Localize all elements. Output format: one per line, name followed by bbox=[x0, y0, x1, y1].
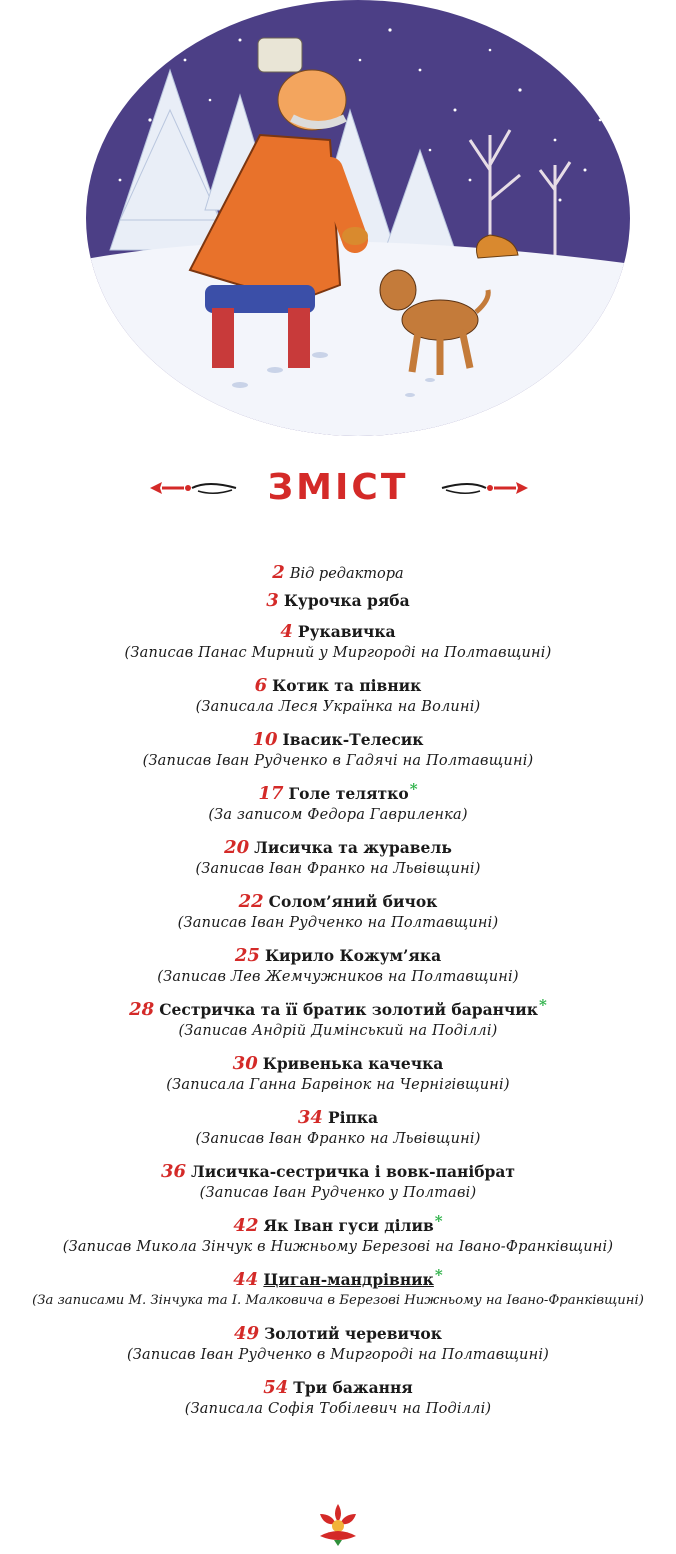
entry-title: Котик та півник bbox=[272, 676, 422, 695]
page-number: 10 bbox=[252, 729, 278, 750]
entry-source: (Записав Іван Франко на Львівщині) bbox=[195, 861, 481, 877]
entry-source: (Записав Микола Зінчук в Нижньому Березові на Івано-Франківщині) bbox=[62, 1239, 614, 1255]
page-number: 6 bbox=[254, 675, 268, 696]
page-number: 49 bbox=[234, 1323, 260, 1344]
entry-source: (Записав Іван Рудченко в Миргороді на Полтавщині) bbox=[126, 1347, 550, 1363]
page-number: 2 bbox=[272, 562, 285, 583]
winter-illustration bbox=[0, 0, 676, 440]
entry-title: Рукавичка bbox=[297, 622, 396, 641]
toc-entry[interactable] bbox=[0, 891, 676, 945]
entry-title: Солом’яний бичок bbox=[268, 892, 438, 911]
star-mark: * bbox=[409, 780, 418, 798]
entry-source: (Записала Софія Тобілевич на Поділлі) bbox=[184, 1401, 492, 1417]
page-number: 44 bbox=[233, 1269, 259, 1290]
toc-entry[interactable] bbox=[0, 837, 676, 891]
right-ornament-icon bbox=[440, 474, 530, 500]
star-mark: * bbox=[434, 1212, 443, 1230]
entry-source: (Записав Іван Франко на Львівщині) bbox=[195, 1131, 481, 1147]
entry-title: Голе телятко bbox=[288, 784, 409, 803]
entry-title: Кривенька качечка bbox=[262, 1054, 444, 1073]
star-mark: * bbox=[539, 996, 547, 1014]
toc-entry[interactable] bbox=[0, 1161, 676, 1215]
page-number: 42 bbox=[233, 1215, 259, 1236]
page-title: ЗМІСТ bbox=[267, 467, 409, 508]
entry-title: Циган-мандрівник bbox=[263, 1270, 434, 1289]
entry-source: (Записав Андрій Димінський на Поділлі) bbox=[178, 1023, 498, 1039]
page-number: 3 bbox=[266, 590, 279, 611]
page-number: 25 bbox=[234, 945, 260, 966]
entry-title: Кирило Кожум’яка bbox=[264, 946, 442, 965]
toc-entry[interactable] bbox=[0, 729, 676, 783]
toc-entry[interactable] bbox=[0, 621, 676, 675]
page-number: 28 bbox=[129, 999, 155, 1020]
toc-entry[interactable] bbox=[0, 562, 676, 590]
toc-entry[interactable] bbox=[0, 675, 676, 729]
entry-source: (За записами М. Зінчука та І. Малковича в Березові Нижньому на Івано-Франківщині) bbox=[32, 1293, 644, 1308]
entry-source: (Записав Іван Рудченко на Полтавщині) bbox=[177, 915, 499, 931]
toc-entry[interactable] bbox=[0, 1323, 676, 1377]
page-number: 54 bbox=[263, 1377, 289, 1398]
heading-row bbox=[0, 466, 676, 510]
star-mark: * bbox=[434, 1266, 443, 1284]
entry-title: Як Іван гуси ділив bbox=[263, 1216, 434, 1235]
entry-source: (Записав Панас Мирний у Миргороді на Полтавщині) bbox=[124, 645, 552, 661]
entry-source: (Записала Ганна Барвінок на Чернігівщині) bbox=[166, 1077, 510, 1093]
toc-entry[interactable] bbox=[0, 1107, 676, 1161]
entry-source: (Записав Лев Жемчужников на Полтавщині) bbox=[157, 969, 519, 985]
toc-entry[interactable] bbox=[0, 945, 676, 999]
page-number: 17 bbox=[258, 783, 284, 804]
toc-entry[interactable] bbox=[0, 1266, 676, 1323]
page-number: 22 bbox=[238, 891, 264, 912]
page-number: 36 bbox=[160, 1161, 186, 1182]
entry-title: Золотий черевичок bbox=[264, 1324, 442, 1343]
entry-title: Курочка ряба bbox=[283, 591, 410, 610]
toc-entry[interactable] bbox=[0, 996, 676, 1053]
entry-title: Лисичка-сестричка і вовк-панібрат bbox=[191, 1162, 516, 1181]
toc-entry[interactable] bbox=[0, 780, 676, 837]
page-number: 30 bbox=[232, 1053, 258, 1074]
entry-title: Сестричка та її братик золотий баранчик bbox=[159, 1000, 538, 1019]
page-number: 34 bbox=[297, 1107, 323, 1128]
entry-title: Три бажання bbox=[293, 1378, 413, 1397]
entry-source: (За записом Федора Гавриленка) bbox=[208, 807, 468, 823]
entry-title: Ріпка bbox=[327, 1108, 379, 1127]
toc-entry[interactable] bbox=[0, 590, 676, 621]
entry-title: Лисичка та журавель bbox=[254, 838, 452, 857]
entry-source: (Записав Іван Рудченко в Гадячі на Полтавщині) bbox=[142, 753, 534, 769]
entry-source: (Записав Іван Рудченко у Полтаві) bbox=[199, 1185, 477, 1201]
entry-title: Від редактора bbox=[289, 566, 404, 582]
entry-title: Івасик-Телесик bbox=[282, 730, 424, 749]
toc-entry[interactable] bbox=[0, 1053, 676, 1107]
page-number: 4 bbox=[280, 621, 293, 642]
toc-entry[interactable] bbox=[0, 1212, 676, 1269]
page-number: 20 bbox=[224, 837, 250, 858]
flower-ornament-icon bbox=[314, 1500, 362, 1546]
entry-source: (Записала Леся Українка на Волині) bbox=[195, 699, 481, 715]
toc-entry[interactable] bbox=[0, 1377, 676, 1431]
table-of-contents bbox=[0, 562, 676, 1431]
